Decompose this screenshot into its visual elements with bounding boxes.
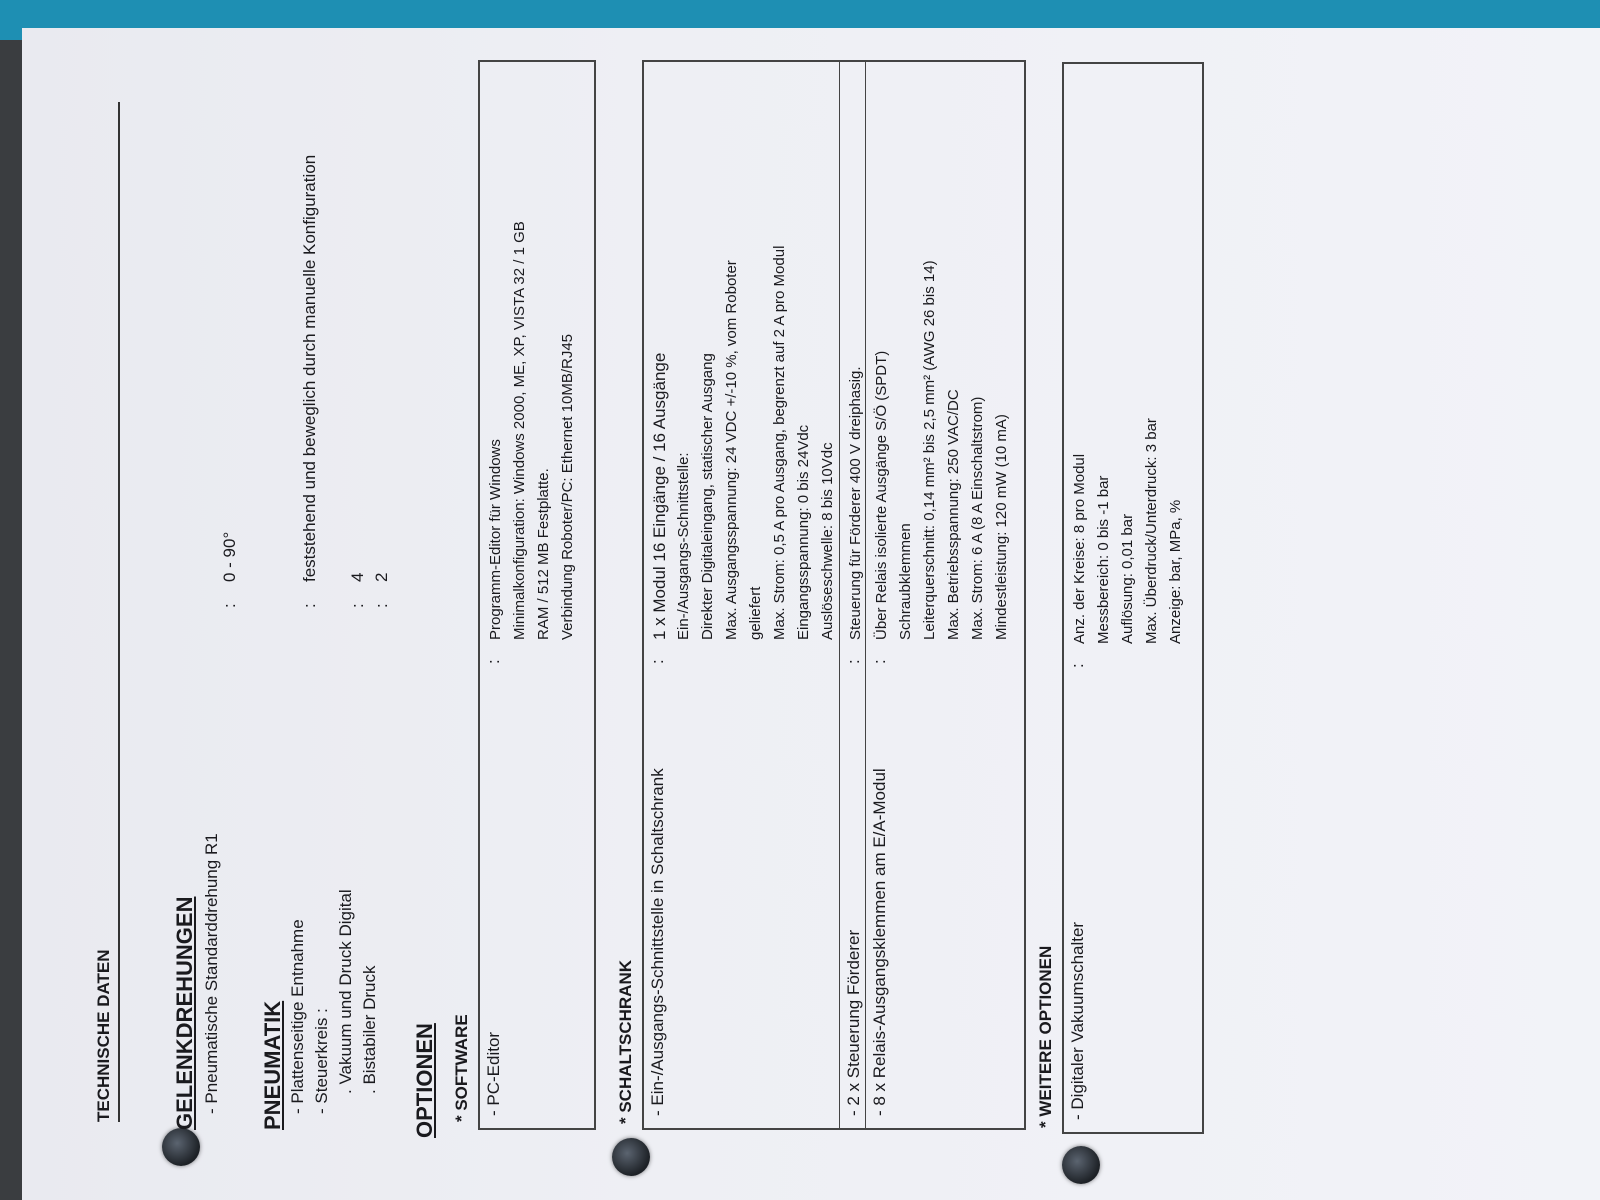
weitere-value (1068, 418, 1188, 644)
colon: : (300, 603, 319, 608)
pneumatik-item-label: - Steuerkreis : (312, 1008, 331, 1114)
pneumatik-item-label: . Vakuum und Druck Digital (336, 889, 355, 1094)
colon: : (648, 659, 667, 664)
table-row (480, 62, 594, 1128)
colon: : (844, 659, 863, 664)
table-row (866, 62, 1024, 1128)
value-line: Verbindung Roboter/PC: Ethernet 10MB/RJ45 (559, 333, 576, 640)
table-row (644, 62, 840, 1128)
document-title: TECHNISCHE DATEN (94, 949, 113, 1122)
value-line: Auflösung: 0,01 bar (1119, 513, 1136, 644)
value-line: geliefert (747, 586, 764, 640)
value-line: Messbereich: 0 bis -1 bar (1095, 475, 1112, 644)
software-table (478, 60, 596, 1130)
section-heading-gelenkdrehungen: GELENKDREHUNGEN (172, 896, 197, 1130)
value-line: Max. Überdruck/Unterdruck: 3 bar (1143, 418, 1160, 644)
gelenk-value: 0 - 90° (220, 531, 239, 582)
colon: : (220, 603, 239, 608)
subsection-heading-weitere-optionen: * WEITERE OPTIONEN (1036, 945, 1055, 1128)
value-line: Max. Betriebsspannung: 250 VAC/DC (945, 389, 962, 640)
section-heading-optionen: OPTIONEN (412, 1023, 437, 1138)
pneumatik-item-value: feststehend und beweglich durch manuelle Konfiguration (300, 154, 319, 582)
colon: : (348, 603, 367, 608)
schaltschrank-row-value (844, 367, 868, 641)
background-left (0, 0, 22, 1200)
title-rule (118, 102, 120, 1122)
value-line: Ein-/Ausgangs-Schnittstelle: (675, 452, 692, 640)
table-row (1064, 64, 1202, 1132)
value-line: Auslöseschwelle: 8 bis 10Vdc (819, 442, 836, 640)
weitere-optionen-table (1062, 62, 1204, 1134)
subsection-heading-software: * SOFTWARE (452, 1014, 471, 1122)
colon: : (870, 659, 889, 664)
schaltschrank-row-value (870, 260, 1014, 640)
schaltschrank-row-value (648, 246, 840, 640)
pneumatik-item-label: . Bistabiler Druck (360, 965, 379, 1094)
schaltschrank-table (642, 60, 1026, 1130)
value-line: Schraubklemmen (897, 523, 914, 640)
document-page (22, 28, 1600, 1200)
value-line: Über Relais isolierte Ausgänge S/Ö (SPDT) (873, 350, 890, 640)
value-line: Programm-Editor für Windows (487, 439, 504, 640)
value-line: Max. Strom: 0,5 A pro Ausgang, begrenzt auf 2 A pro Modul (771, 245, 788, 640)
colon: : (1068, 663, 1087, 668)
value-line: Anzeige: bar, MPa, % (1167, 499, 1184, 644)
value-line: Mindestleistung: 120 mW (10 mA) (993, 414, 1010, 640)
value-line: Max. Strom: 6 A (8 A Einschaltstrom) (969, 396, 986, 640)
weitere-label: - Digitaler Vakuumschalter (1068, 921, 1087, 1120)
subsection-heading-schaltschrank: * SCHALTSCHRANK (616, 959, 635, 1124)
value-line: Max. Ausgangsspannung: 24 VDC +/-10 %, vom Roboter (723, 260, 740, 640)
pneumatik-item-value: 2 (372, 572, 391, 582)
value-line: Steuerung für Förderer 400 V dreiphasig. (847, 366, 864, 640)
colon: : (372, 603, 391, 608)
value-line: Anz. der Kreise: 8 pro Modul (1071, 453, 1088, 644)
colon: : (484, 659, 503, 664)
software-value (484, 221, 580, 640)
value-line: 1 x Modul 16 Eingänge / 16 Ausgänge (650, 352, 669, 640)
table-row (840, 62, 866, 1128)
rotated-page-content (22, 50, 1600, 1200)
schaltschrank-row-label: - 2 x Steuerung Förderer (844, 929, 863, 1116)
gelenk-label: - Pneumatische Standarddrehung R1 (202, 833, 221, 1114)
pneumatik-item-value: 4 (348, 572, 367, 582)
pneumatik-item-label: - Plattenseitige Entnahme (288, 919, 307, 1114)
value-line: RAM / 512 MB Festplatte. (535, 468, 552, 640)
section-heading-pneumatik: PNEUMATIK (260, 1000, 285, 1130)
value-line: Minimalkonfiguration: Windows 2000, ME, XP, VISTA 32 / 1 GB (511, 221, 528, 640)
software-label: - PC-Editor (484, 1031, 503, 1116)
value-line: Leiterquerschnitt: 0,14 mm² bis 2,5 mm² (AWG 26 bis 14) (921, 260, 938, 640)
value-line: Eingangsspannung: 0 bis 24Vdc (795, 424, 812, 640)
schaltschrank-row-label: - Ein-/Ausgangs-Schnittstelle in Schaltschrank (648, 768, 667, 1116)
schaltschrank-row-label: - 8 x Relais-Ausgangsklemmen am E/A-Modul (870, 768, 889, 1116)
value-line: Direkter Digitaleingang, statischer Ausgang (699, 353, 716, 640)
